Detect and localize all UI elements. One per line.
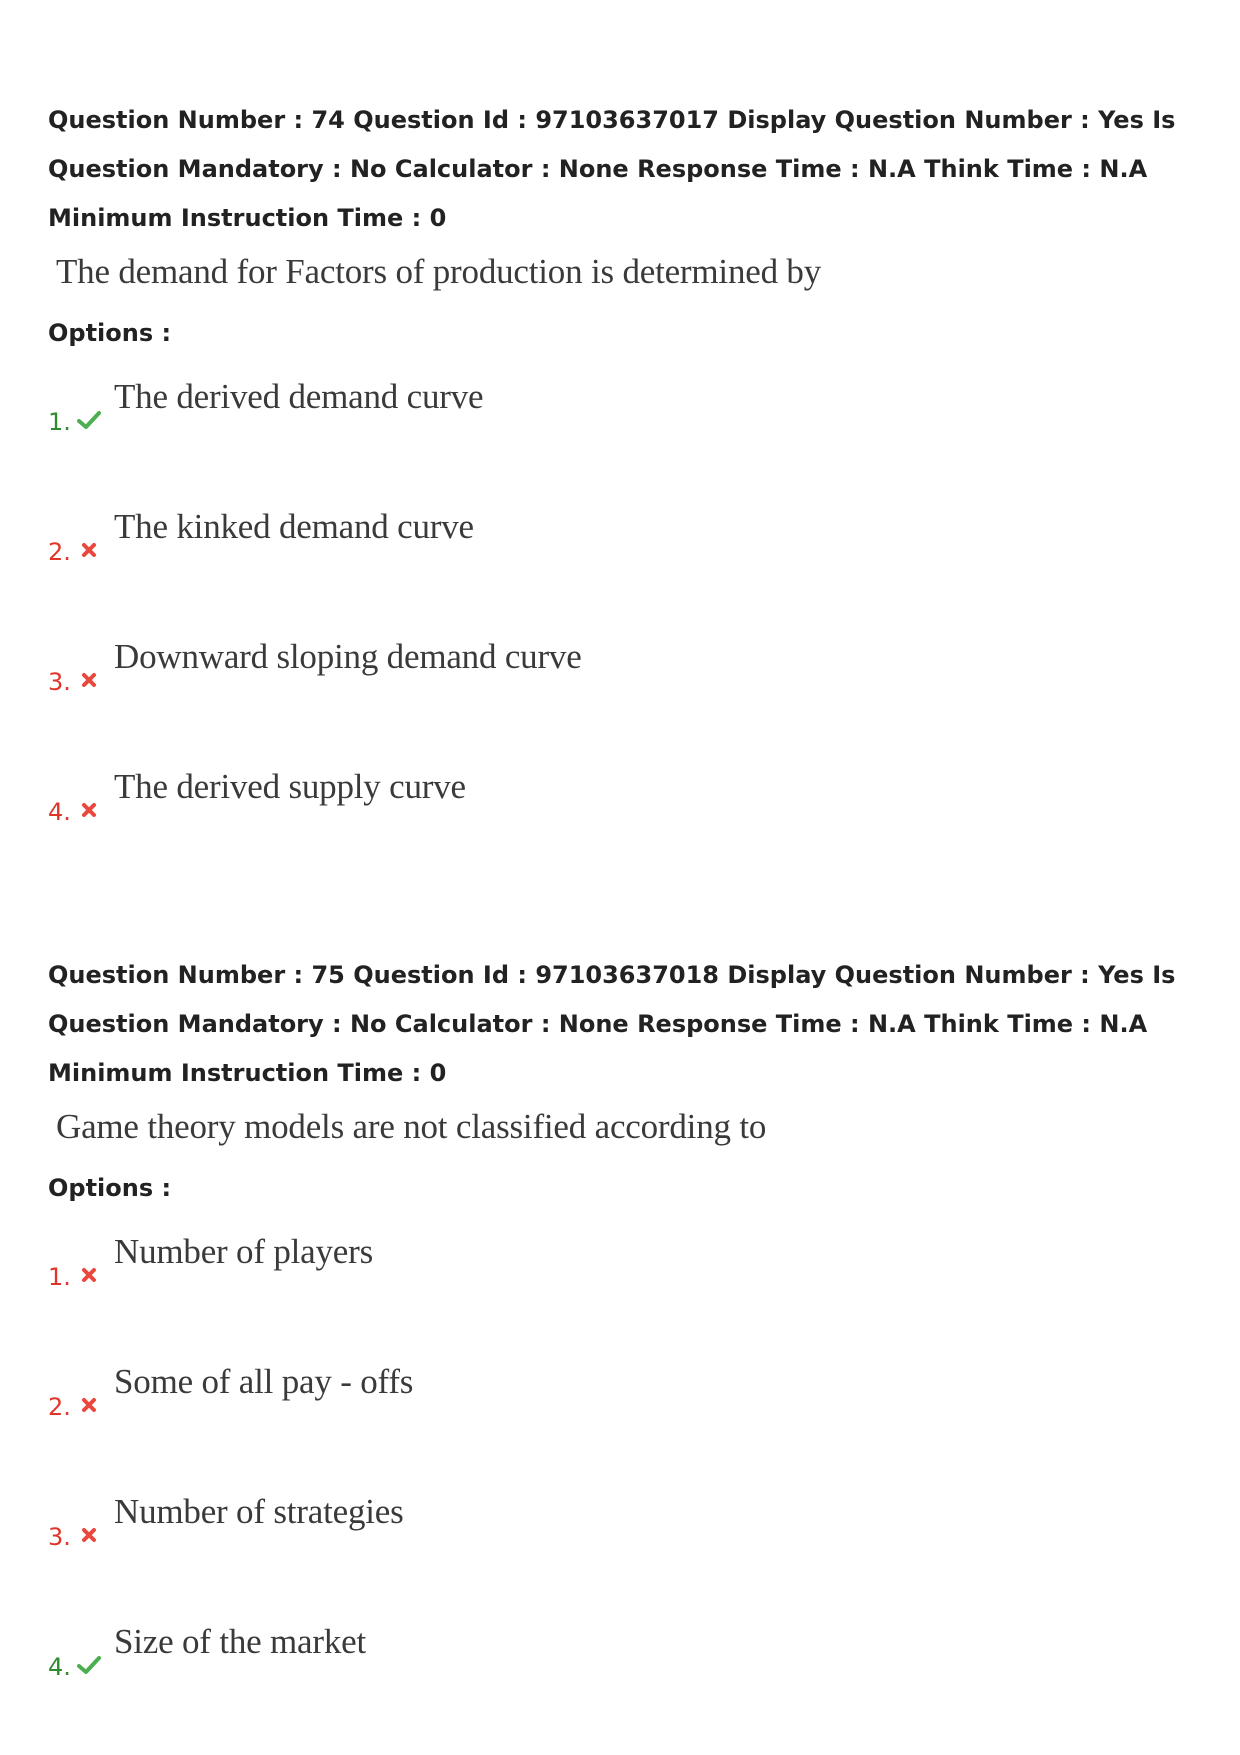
option-item <box>48 1474 1208 1604</box>
option-number: 4. <box>48 798 71 826</box>
option-number: 3. <box>48 668 71 696</box>
option-number: 1. <box>48 408 71 436</box>
cross-icon <box>76 1260 102 1290</box>
cross-icon <box>76 1520 102 1550</box>
options-list <box>48 1214 1208 1734</box>
options-list <box>48 359 1208 879</box>
option-item <box>48 619 1208 749</box>
option-item <box>48 1214 1208 1344</box>
cross-icon <box>76 665 102 695</box>
question-block-75 <box>48 951 1208 1734</box>
option-number: 1. <box>48 1263 71 1291</box>
question-meta: Question Number : 75 Question Id : 97103637018 Display Question Number : Yes Is Question Mandatory : No Calculator : None Response Time : N.A Think Time : N.A Minimum Instruction Time : 0 <box>48 961 1176 1087</box>
check-icon <box>76 405 102 435</box>
option-item <box>48 749 1208 879</box>
cross-icon <box>76 795 102 825</box>
option-number: 2. <box>48 538 71 566</box>
option-number: 2. <box>48 1393 71 1421</box>
option-item <box>48 1344 1208 1474</box>
option-text: The derived supply curve <box>114 767 466 806</box>
option-number: 3. <box>48 1523 71 1551</box>
option-text: Some of all pay - offs <box>114 1362 414 1401</box>
option-text: The kinked demand curve <box>114 507 474 546</box>
check-icon <box>76 1650 102 1680</box>
question-meta: Question Number : 74 Question Id : 97103637017 Display Question Number : Yes Is Question Mandatory : No Calculator : None Response Time : N.A Think Time : N.A Minimum Instruction Time : 0 <box>48 106 1176 232</box>
question-block-74 <box>48 96 1208 879</box>
option-text: The derived demand curve <box>114 377 484 416</box>
question-text: Game theory models are not classified according to <box>56 1107 767 1146</box>
option-item <box>48 1604 1208 1734</box>
cross-icon <box>76 1390 102 1420</box>
cross-icon <box>76 535 102 565</box>
option-text: Downward sloping demand curve <box>114 637 582 676</box>
option-item <box>48 489 1208 619</box>
option-number: 4. <box>48 1653 71 1681</box>
question-text: The demand for Factors of production is determined by <box>56 252 822 291</box>
option-text: Number of strategies <box>114 1492 404 1531</box>
option-text: Number of players <box>114 1232 374 1271</box>
options-label: Options : <box>48 1174 172 1202</box>
options-label: Options : <box>48 319 172 347</box>
option-item <box>48 359 1208 489</box>
option-text: Size of the market <box>114 1622 366 1661</box>
